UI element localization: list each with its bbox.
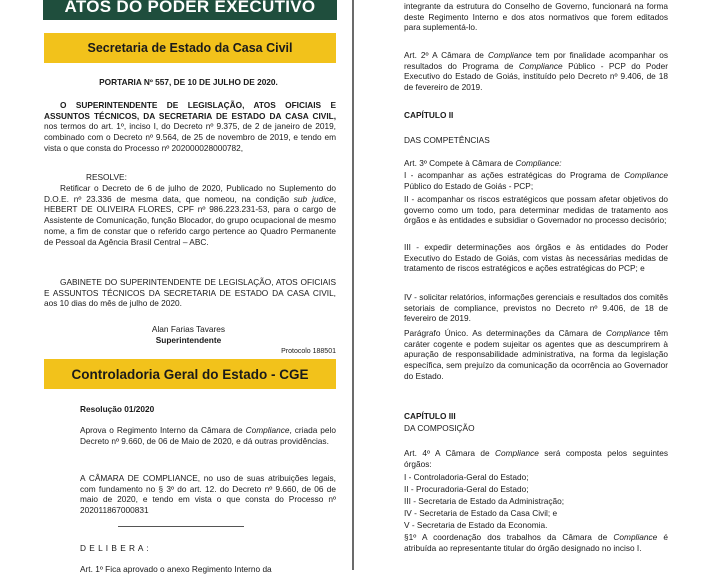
art4-text-2: será composta pelos seguintes órgãos: [404,448,668,469]
art2-text-1: Art. 2º A Câmara de [404,50,488,60]
resolve-text-1: Retificar o Decreto de 6 de julho de 2020, Publicado no Suplemento do D.O.E. nº 23.336 de mesma data, que nomeou, na condição [44,183,336,204]
art3-item-3: III - expedir determinações aos órgãos e às entidades do Poder Executivo do Estado de Goiás, com vistas às necessárias medidas de tratamento de riscos estratégicos e ações estratégicas do PCP; e [404,242,668,274]
superintendente-rest: nos termos do art. 1º, inciso I, do Decreto nº 9.375, de 2 de janeiro de 2019, combinado com o Decreto nº 9.564, de 25 de novembro de 2019, e tendo em vista o que consta do Processo nº 202000028000782, [44,121,336,153]
left-column [40,0,337,574]
aprova-paragraph [80,425,336,446]
art3-item-1 [404,170,668,191]
org-item-3: III - Secretaria de Estado da Administração; [404,496,565,506]
camara-paragraph: A CÂMARA DE COMPLIANCE, no uso de suas atribuições legais, com fundamento no § 3º do art. 12. do Decreto nº 9.660, de 06 de maio de 2020, e tendo em vista o que consta do Processo nº 202011867000831 [80,473,336,516]
org-item-2: II - Procuradoria-Geral do Estado; [404,484,529,494]
chapter-3-subtitle: DA COMPOSIÇÃO [404,423,475,433]
resolve-text-italic: sub judice [293,193,334,204]
org-item-1: I - Controladoria-Geral do Estado; [404,472,529,482]
par1-text-1: §1º A coordenação dos trabalhos da Câmara de [404,532,614,542]
paragraph-1 [404,532,668,553]
par1-italic: Compliance [613,532,658,542]
chapter-3-title: CAPÍTULO III [404,411,456,421]
paragrafo-text-1: Parágrafo Único. As determinações da Câmara de [404,328,607,338]
superintendente-paragraph [44,100,336,154]
art1-partial: Art. 1º Fica aprovado o anexo Regimento Interno da [80,564,272,574]
aprova-text-1: Aprova o Regimento Interno da Câmara de [80,425,246,435]
resolve-text-2: , HEBERT DE OLIVEIRA FLORES, CPF nº 986.223.231-53, para o cargo de Assistente de Comunicação, função Blocador, do grupo ocupacional de mesmo nome, a fim de constar que o referido cargo pertence ao Quadro Permanente de Pessoal da Agência Brasil Central – ABC. [44,193,336,247]
resolve-paragraph [44,183,336,247]
art2-text-3: Público - PCP do Poder Executivo do Estado de Goiás, instituído pelo Decreto nº 9.406, de 18 de fevereiro de 2019. [404,60,668,93]
art3-heading [404,158,668,169]
casa-civil-header-title: Secretaria de Estado da Casa Civil [87,41,293,55]
intro-paragraph: integrante da estrutura do Conselho de Governo, funcionará na forma deste Regimento Interno e dos atos normativos que forem editados para suplementá-lo. [404,1,668,33]
signer-role: Superintendente [155,335,222,345]
gabinete-paragraph: GABINETE DO SUPERINTENDENTE DE LEGISLAÇÃO, ATOS OFICIAIS E ASSUNTOS TÉCNICOS DA SECRETARIA DE ESTADO DA CASA CIVIL, aos 10 dias do mês de julho de 2020. [44,277,336,309]
signer-name: Alan Farias Tavares [151,324,226,334]
art2-italic-1: Compliance [487,50,532,60]
org-item-4: IV - Secretaria de Estado da Casa Civil; e [404,508,558,518]
art3-item-4: IV - solicitar relatórios, informações gerenciais e resultados dos comitês setoriais de compliance, previstos no Decreto nº 9.406, de 18 de fevereiro de 2019. [404,292,668,324]
art4-paragraph [404,448,668,469]
art2-text-2: tem por finalidade acompanhar os resultados do Programa de [404,50,668,71]
art3-italic: Compliance: [515,158,562,168]
par1-text-2: é atribuída ao representante titular do órgão designado no inciso I. [404,532,668,553]
inc1-text-1: I - acompanhar as ações estratégicas do Programa de [404,170,625,180]
portaria-title: PORTARIA Nº 557, DE 10 DE JULHO DE 2020. [99,77,278,87]
section-banner [43,0,337,20]
chapter-2-subtitle: DAS COMPETÊNCIAS [404,135,490,145]
delibera-label: D E L I B E R A : [80,543,150,553]
inc1-italic: Compliance [624,170,668,180]
art2-italic-2: Compliance [518,60,563,71]
aprova-text-2: , criada pelo Decreto nº 9.660, de 06 de Maio de 2020, e dá outras providências. [80,425,336,446]
art2-paragraph [404,50,668,93]
art4-text-1: Art. 4º A Câmara de [404,448,496,458]
art3-text: Art. 3º Compete à Câmara de [404,158,516,168]
column-divider [352,0,354,570]
cge-header [44,359,336,389]
superintendente-lead: O SUPERINTENDENTE DE LEGISLAÇÃO, ATOS OFICIAIS E ASSUNTOS TÉCNICOS, DA SECRETARIA DE ESTADO DA CASA CIVIL, [44,100,336,121]
cge-header-title: Controladoria Geral do Estado - CGE [71,366,309,382]
org-item-5: V - Secretaria de Estado da Economia. [404,520,548,530]
separator-line [118,526,244,527]
inc1-text-2: Público do Estado de Goiás - PCP; [404,180,534,191]
paragrafo-text-2: têm caráter cogente e podem sujeitar os agentes que as descumprirem à apuração de responsabilidade administrativa, na forma da legislação específica, sem prejuízo da comunicação da ocorrência ao Governador do Estado. [404,328,669,381]
art3-item-2: II - acompanhar os riscos estratégicos que possam afetar objetivos do governo como um todo, para determinar medidas de tratamento aos órgãos e às entidades e subsidiar o Governador no processo decisório; [404,194,668,226]
aprova-italic: Compliance [245,425,290,435]
paragrafo-italic: Compliance [606,328,650,338]
resolucao-title: Resolução 01/2020 [80,404,155,414]
resolve-label: RESOLVE: [86,172,127,182]
art4-italic: Compliance [495,448,539,458]
section-banner-title: ATOS DO PODER EXECUTIVO [64,0,316,16]
protocolo: Protocolo 188501 [281,348,336,355]
right-column [404,0,670,570]
paragrafo-unico [404,328,668,382]
chapter-2-title: CAPÍTULO II [404,110,454,120]
casa-civil-header [44,33,336,63]
